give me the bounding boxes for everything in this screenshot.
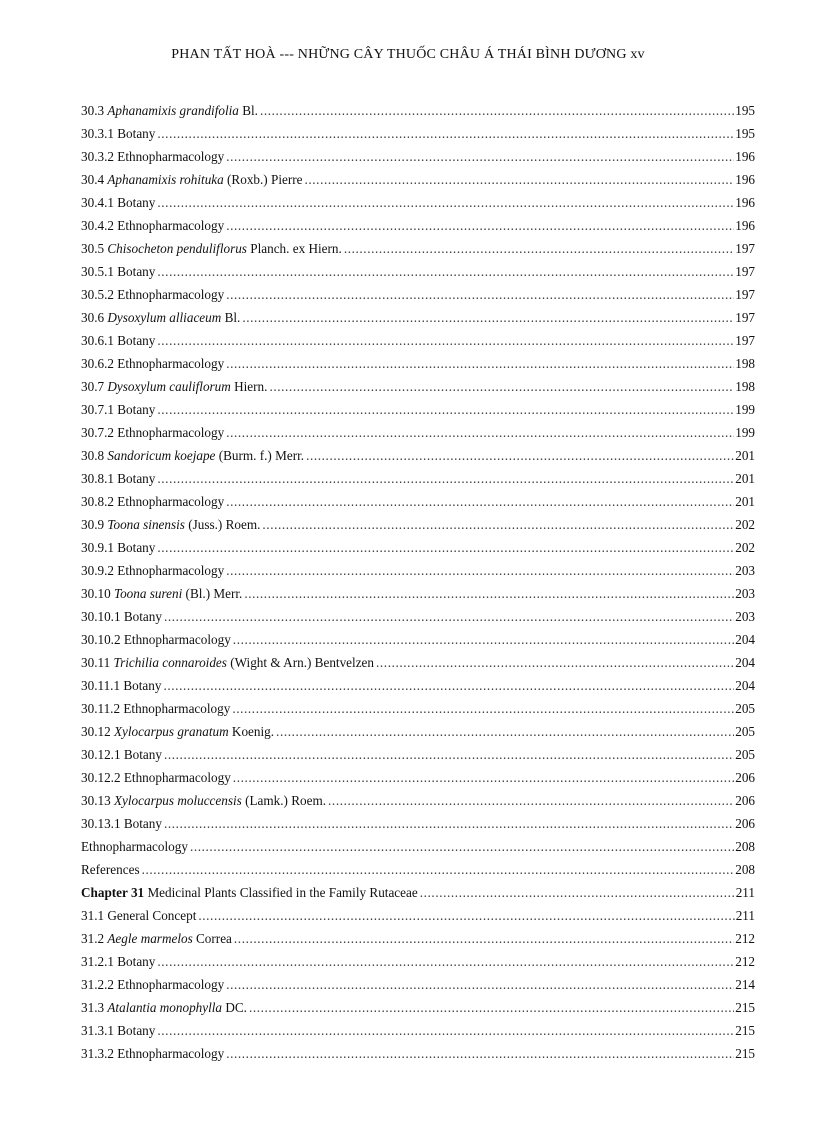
section-number: 30.5	[81, 241, 105, 256]
page-number: 201	[735, 494, 755, 509]
page-number: 203	[735, 563, 755, 578]
entry-label: Botany	[113, 264, 156, 279]
entry-label: (Lamk.) Roem.	[241, 793, 327, 808]
toc-entry[interactable]	[81, 279, 755, 302]
page-number: 204	[735, 632, 755, 647]
page-number: 196	[735, 172, 755, 187]
dot-leader	[244, 586, 734, 601]
page-number: 201	[735, 471, 755, 486]
toc-entry[interactable]	[81, 831, 755, 854]
entry-label: Ethnopharmacology	[113, 149, 225, 164]
section-number: 30.12.2	[81, 770, 121, 785]
dot-leader	[249, 1000, 734, 1015]
toc-entry[interactable]	[81, 164, 755, 187]
page-number: 202	[735, 517, 755, 532]
toc-entry-title	[81, 356, 226, 371]
toc-entry-title	[81, 816, 164, 831]
page-number: 212	[735, 931, 755, 946]
dot-leader	[304, 172, 734, 187]
dot-leader	[157, 540, 734, 555]
entry-label: Botany	[113, 471, 156, 486]
section-number: 30.4.1	[81, 195, 114, 210]
section-number: 31.2	[81, 931, 105, 946]
toc-entry-title	[81, 448, 306, 463]
toc-entry-title	[81, 862, 142, 877]
dot-leader	[157, 264, 734, 279]
toc-entry[interactable]	[81, 739, 755, 762]
toc-entry-title	[81, 563, 226, 578]
page-number: 201	[735, 448, 755, 463]
page-number: 202	[735, 540, 755, 555]
species-name: Xylocarpus moluccensis	[113, 793, 242, 808]
toc-entry-title	[81, 218, 226, 233]
entry-label: Botany	[113, 333, 156, 348]
dot-leader	[198, 908, 734, 923]
toc-entry-title	[81, 241, 344, 256]
toc-entry[interactable]	[81, 463, 755, 486]
entry-label: Ethnopharmacology	[113, 494, 225, 509]
toc-entry[interactable]	[81, 1015, 755, 1038]
toc-entry-title	[81, 655, 376, 670]
entry-label: Botany	[113, 540, 156, 555]
page-number: 211	[735, 885, 755, 900]
dot-leader	[226, 977, 734, 992]
entry-label: Ethnopharmacology	[81, 839, 188, 854]
dot-leader	[164, 609, 734, 624]
entry-label: Medicinal Plants Classified in the Family Rutaceae	[144, 885, 418, 900]
page-number: 204	[735, 678, 755, 693]
page-number: 197	[735, 241, 755, 256]
entry-label: References	[81, 862, 140, 877]
section-number: 30.6.1	[81, 333, 114, 348]
dot-leader	[226, 563, 734, 578]
dot-leader	[142, 862, 735, 877]
page-number: 204	[735, 655, 755, 670]
page-number: 196	[735, 218, 755, 233]
toc-entry[interactable]	[81, 762, 755, 785]
section-number: 30.3	[81, 103, 105, 118]
section-number: 30.5.1	[81, 264, 114, 279]
toc-entry-title	[81, 701, 232, 716]
entry-label: Botany	[120, 609, 162, 624]
entry-label: Botany	[113, 402, 156, 417]
entry-label: Ethnopharmacology	[120, 632, 231, 647]
toc-entry[interactable]	[81, 302, 755, 325]
toc-entry-title	[81, 103, 260, 118]
toc-entry[interactable]	[81, 486, 755, 509]
dot-leader	[276, 724, 734, 739]
page-number: 205	[735, 724, 755, 739]
toc-entry-title	[81, 149, 226, 164]
toc-entry[interactable]	[81, 256, 755, 279]
section-number: 30.13.1	[81, 816, 121, 831]
page-header: PHAN TẤT HOÀ --- NHỮNG CÂY THUỐC CHÂU Á THÁI BÌNH DƯƠNG xv	[171, 47, 645, 62]
page-number: 195	[735, 103, 755, 118]
toc-entry-title	[81, 885, 420, 900]
species-name: Trichilia connaroides	[113, 655, 227, 670]
species-name: Atalantia monophylla	[107, 1000, 223, 1015]
page-number: 197	[735, 333, 755, 348]
page-number: 215	[735, 1046, 755, 1061]
dot-leader	[344, 241, 734, 256]
section-number: 30.8.1	[81, 471, 114, 486]
toc-entry[interactable]	[81, 785, 755, 808]
entry-label: (Bl.) Merr.	[182, 586, 243, 601]
dot-leader	[157, 126, 734, 141]
toc-entry-title	[81, 264, 157, 279]
dot-leader	[157, 333, 734, 348]
toc-entry[interactable]	[81, 555, 755, 578]
species-name: Aphanamixis rohituka	[107, 172, 224, 187]
entry-label: Hiern.	[230, 379, 268, 394]
entry-label: Ethnopharmacology	[113, 287, 225, 302]
toc-entry-title	[81, 724, 276, 739]
section-number: 31.2.2	[81, 977, 114, 992]
page-number: 196	[735, 195, 755, 210]
dot-leader	[157, 1023, 734, 1038]
entry-label: Botany	[113, 195, 156, 210]
species-name: Toona sinensis	[107, 517, 185, 532]
toc-entry-title	[81, 1000, 249, 1015]
toc-entry[interactable]	[81, 647, 755, 670]
species-name: Aegle marmelos	[107, 931, 193, 946]
toc-entry-title	[81, 402, 157, 417]
page-number: 198	[735, 379, 755, 394]
section-number: 30.6	[81, 310, 105, 325]
section-number: 30.9	[81, 517, 105, 532]
toc-entry-title	[81, 126, 157, 141]
section-number: 31.3	[81, 1000, 105, 1015]
dot-leader	[328, 793, 734, 808]
dot-leader	[226, 356, 734, 371]
entry-label: Bl.	[238, 103, 258, 118]
dot-leader	[164, 816, 734, 831]
section-number: 30.11	[81, 655, 111, 670]
toc-entry-title	[81, 931, 234, 946]
toc-entry[interactable]	[81, 325, 755, 348]
dot-leader	[164, 747, 734, 762]
toc-entry[interactable]	[81, 808, 755, 831]
toc-entry-title	[81, 839, 190, 854]
toc-entry-title	[81, 747, 164, 762]
dot-leader	[226, 494, 734, 509]
species-name: Dysoxylum alliaceum	[107, 310, 222, 325]
toc-entry-title	[81, 1023, 157, 1038]
entry-label: Ethnopharmacology	[120, 770, 231, 785]
section-number: 30.4	[81, 172, 105, 187]
toc-entry[interactable]	[81, 946, 755, 969]
dot-leader	[226, 149, 734, 164]
toc-entry[interactable]	[81, 371, 755, 394]
section-number: 30.4.2	[81, 218, 114, 233]
toc-entry[interactable]	[81, 992, 755, 1015]
dot-leader	[306, 448, 734, 463]
toc-entry[interactable]	[81, 716, 755, 739]
entry-label: Bl.	[221, 310, 241, 325]
page-number: 199	[735, 425, 755, 440]
dot-leader	[226, 287, 734, 302]
page-number: 197	[735, 264, 755, 279]
page-number: 203	[735, 609, 755, 624]
section-number: 30.13	[81, 793, 111, 808]
toc-entry[interactable]	[81, 854, 755, 877]
toc-entry[interactable]	[81, 900, 755, 923]
dot-leader	[190, 839, 734, 854]
toc-entry[interactable]	[81, 1038, 755, 1061]
chapter-number: Chapter 31	[81, 885, 145, 900]
section-number: 30.7	[81, 379, 105, 394]
toc-entry-title	[81, 1046, 226, 1061]
toc-entry-title	[81, 977, 226, 992]
entry-label: Botany	[113, 126, 156, 141]
toc-entry[interactable]	[81, 417, 755, 440]
entry-label: Ethnopharmacology	[113, 356, 225, 371]
section-number: 31.3.1	[81, 1023, 114, 1038]
table-of-contents	[81, 95, 755, 1061]
dot-leader	[226, 218, 734, 233]
toc-entry[interactable]	[81, 95, 755, 118]
toc-entry[interactable]	[81, 440, 755, 463]
toc-entry[interactable]	[81, 509, 755, 532]
page-number: 206	[735, 816, 755, 831]
toc-entry[interactable]	[81, 187, 755, 210]
section-number: 30.3.1	[81, 126, 114, 141]
toc-entry-title	[81, 517, 262, 532]
dot-leader	[233, 770, 734, 785]
toc-entry-title	[81, 425, 226, 440]
toc-entry[interactable]	[81, 210, 755, 233]
toc-entry[interactable]	[81, 877, 755, 900]
section-number: 31.1	[81, 908, 105, 923]
section-number: 30.12	[81, 724, 111, 739]
entry-label: DC.	[222, 1000, 247, 1015]
entry-label: (Roxb.) Pierre	[223, 172, 303, 187]
toc-entry[interactable]	[81, 670, 755, 693]
page-number: 215	[735, 1000, 755, 1015]
page-number: 199	[735, 402, 755, 417]
dot-leader	[232, 701, 734, 716]
toc-entry-title	[81, 586, 244, 601]
page-number: 211	[735, 908, 755, 923]
toc-entry[interactable]	[81, 141, 755, 164]
section-number: 30.6.2	[81, 356, 114, 371]
page-number: 205	[735, 701, 755, 716]
species-name: Toona sureni	[113, 586, 183, 601]
dot-leader	[157, 195, 734, 210]
toc-entry-title	[81, 678, 163, 693]
entry-label: Ethnopharmacology	[113, 563, 225, 578]
entry-label: Botany	[113, 954, 156, 969]
dot-leader	[226, 425, 734, 440]
toc-entry-title	[81, 954, 157, 969]
section-number: 31.2.1	[81, 954, 114, 969]
section-number: 30.3.2	[81, 149, 114, 164]
entry-label: Botany	[120, 816, 162, 831]
section-number: 31.3.2	[81, 1046, 114, 1061]
dot-leader	[157, 954, 734, 969]
page-number: 196	[735, 149, 755, 164]
toc-entry-title	[81, 540, 157, 555]
page-number: 206	[735, 770, 755, 785]
entry-label: Ethnopharmacology	[113, 1046, 225, 1061]
toc-entry[interactable]	[81, 601, 755, 624]
toc-entry[interactable]	[81, 394, 755, 417]
species-name: Dysoxylum cauliflorum	[107, 379, 231, 394]
section-number: 30.11.2	[81, 701, 121, 716]
toc-entry-title	[81, 632, 233, 647]
toc-entry[interactable]	[81, 923, 755, 946]
toc-entry-title	[81, 172, 304, 187]
dot-leader	[234, 931, 734, 946]
entry-label: (Wight & Arn.) Bentvelzen	[226, 655, 374, 670]
section-number: 30.10.1	[81, 609, 121, 624]
page-number: 214	[735, 977, 755, 992]
dot-leader	[157, 471, 734, 486]
dot-leader	[242, 310, 734, 325]
page-number: 197	[735, 287, 755, 302]
toc-entry[interactable]	[81, 969, 755, 992]
toc-entry-title	[81, 287, 226, 302]
toc-entry[interactable]	[81, 578, 755, 601]
page-number: 208	[735, 862, 755, 877]
section-number: 30.9.1	[81, 540, 114, 555]
page-number: 197	[735, 310, 755, 325]
entry-label: Botany	[120, 747, 162, 762]
dot-leader	[233, 632, 734, 647]
section-number: 30.7.2	[81, 425, 114, 440]
entry-label: Ethnopharmacology	[120, 701, 231, 716]
entry-label: (Burm. f.) Merr.	[215, 448, 305, 463]
page-number: 198	[735, 356, 755, 371]
toc-entry-title	[81, 770, 233, 785]
page-number: 212	[735, 954, 755, 969]
dot-leader	[262, 517, 734, 532]
toc-entry[interactable]	[81, 348, 755, 371]
section-number: 30.9.2	[81, 563, 114, 578]
section-number: 30.10	[81, 586, 111, 601]
entry-label: (Juss.) Roem.	[184, 517, 261, 532]
entry-label: Koenig.	[228, 724, 275, 739]
entry-label: Correa	[192, 931, 232, 946]
toc-entry-title	[81, 609, 164, 624]
toc-entry-title	[81, 379, 269, 394]
dot-leader	[376, 655, 734, 670]
section-number: 30.8.2	[81, 494, 114, 509]
toc-entry[interactable]	[81, 233, 755, 256]
toc-entry-title	[81, 310, 242, 325]
entry-label: Ethnopharmacology	[113, 977, 225, 992]
section-number: 30.11.1	[81, 678, 121, 693]
section-number: 30.12.1	[81, 747, 121, 762]
toc-entry[interactable]	[81, 693, 755, 716]
page-number: 195	[735, 126, 755, 141]
page-number: 206	[735, 793, 755, 808]
toc-entry-title	[81, 195, 157, 210]
species-name: Aphanamixis grandifolia	[107, 103, 239, 118]
dot-leader	[260, 103, 734, 118]
dot-leader	[269, 379, 734, 394]
species-name: Sandoricum koejape	[107, 448, 216, 463]
entry-label: Botany	[113, 1023, 156, 1038]
toc-entry-title	[81, 494, 226, 509]
section-number: 30.7.1	[81, 402, 114, 417]
dot-leader	[157, 402, 734, 417]
entry-label: Planch. ex Hiern.	[246, 241, 342, 256]
entry-label: Ethnopharmacology	[113, 218, 225, 233]
dot-leader	[226, 1046, 734, 1061]
page-number: 208	[735, 839, 755, 854]
section-number: 30.5.2	[81, 287, 114, 302]
page-number: 215	[735, 1023, 755, 1038]
section-number: 30.8	[81, 448, 105, 463]
toc-entry[interactable]	[81, 118, 755, 141]
toc-entry[interactable]	[81, 624, 755, 647]
page-number: 203	[735, 586, 755, 601]
entry-label: Ethnopharmacology	[113, 425, 225, 440]
toc-entry-title	[81, 908, 198, 923]
species-name: Chisocheton penduliflorus	[107, 241, 247, 256]
dot-leader	[420, 885, 735, 900]
toc-entry-title	[81, 333, 157, 348]
section-number: 30.10.2	[81, 632, 121, 647]
dot-leader	[163, 678, 734, 693]
entry-label: Botany	[120, 678, 162, 693]
toc-entry-title	[81, 471, 157, 486]
species-name: Xylocarpus granatum	[113, 724, 229, 739]
page-number: 205	[735, 747, 755, 762]
toc-entry-title	[81, 793, 328, 808]
entry-label: General Concept	[104, 908, 197, 923]
toc-entry[interactable]	[81, 532, 755, 555]
